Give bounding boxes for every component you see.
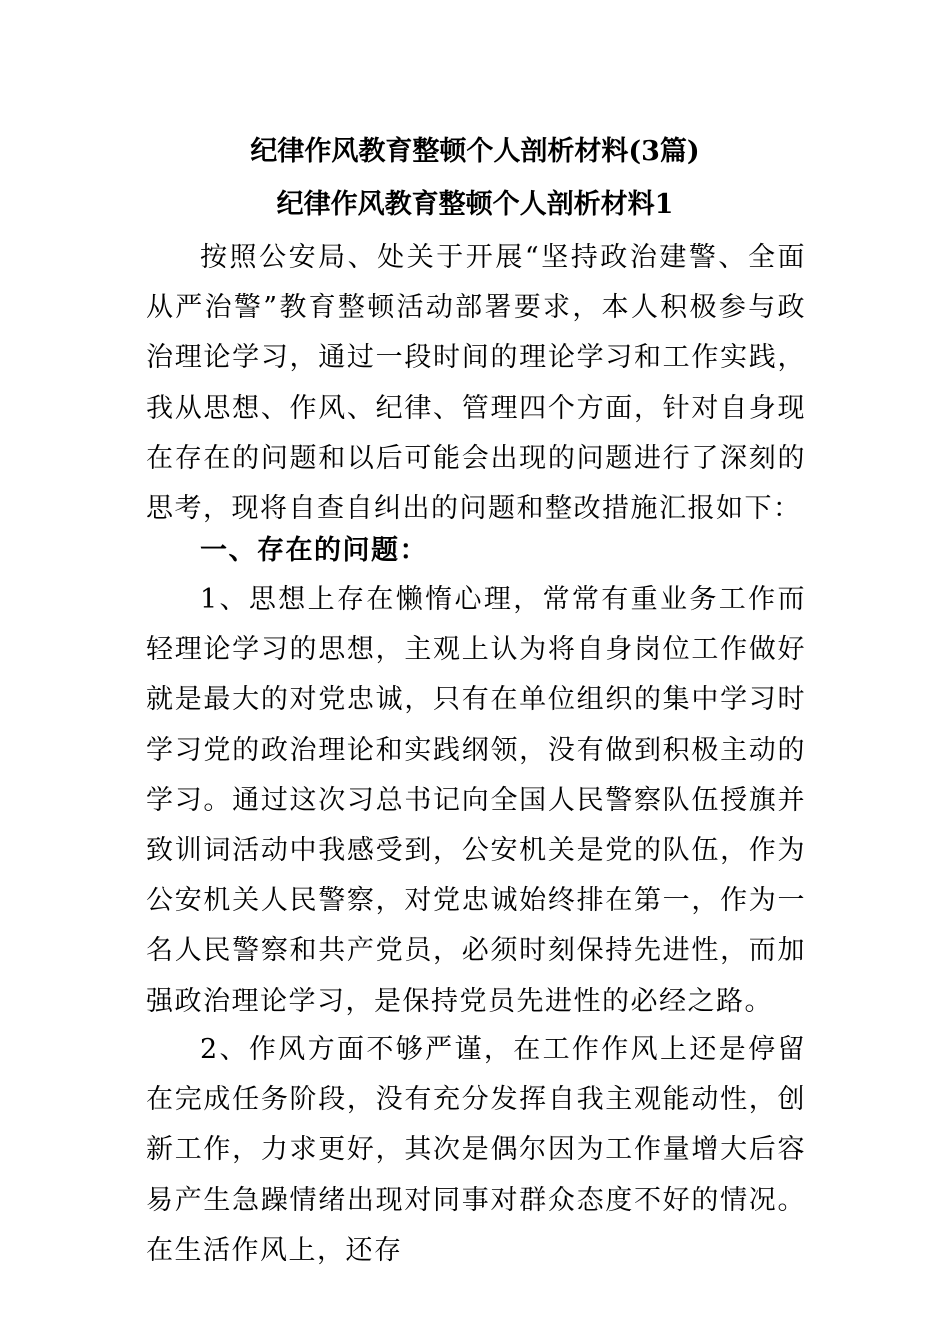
intro-paragraph: 按照公安局、处关于开展“坚持政治建警、全面从严治警”教育整顿活动部署要求，本人积极参与政治理论学习，通过一段时间的理论学习和工作实践，我从思想、作风、纪律、管理四个方面，针对自身现在存在的问题和以后可能会出现的问题进行了深刻的思考，现将自查自纠出的问题和整改措施汇报如下： <box>146 242 806 525</box>
item1-paragraph: 1、思想上存在懒惰心理，常常有重业务工作而轻理论学习的思想，主观上认为将自身岗位工作做好就是最大的对党忠诚，只有在单位组织的集中学习时学习党的政治理论和实践纲领，没有做到积极主动的学习。通过这次习总书记向全国人民警察队伍授旗并致训词活动中我感受到，公安机关是党的队伍，作为公安机关人民警察，对党忠诚始终排在第一，作为一名人民警察和共产党员，必须时刻保持先进性，而加强政治理论学习，是保持党员先进性的必经之路。 <box>146 584 806 1017</box>
item2-paragraph: 2、作风方面不够严谨，在工作作风上还是停留在完成任务阶段，没有充分发挥自我主观能动性，创新工作，力求更好，其次是偶尔因为工作量增大后容易产生急躁情绪出现对同事对群众态度不好的情况。在生活作风上，还存 <box>146 1034 806 1266</box>
section-heading: 一、存在的问题： <box>200 535 428 566</box>
item2-block <box>146 1025 806 1276</box>
document-subtitle: 纪律作风教育整顿个人剖析材料1 <box>276 189 674 220</box>
intro-block <box>146 233 806 534</box>
item1-block <box>146 575 806 1027</box>
document-title: 纪律作风教育整顿个人剖析材料(3篇) <box>250 136 700 167</box>
